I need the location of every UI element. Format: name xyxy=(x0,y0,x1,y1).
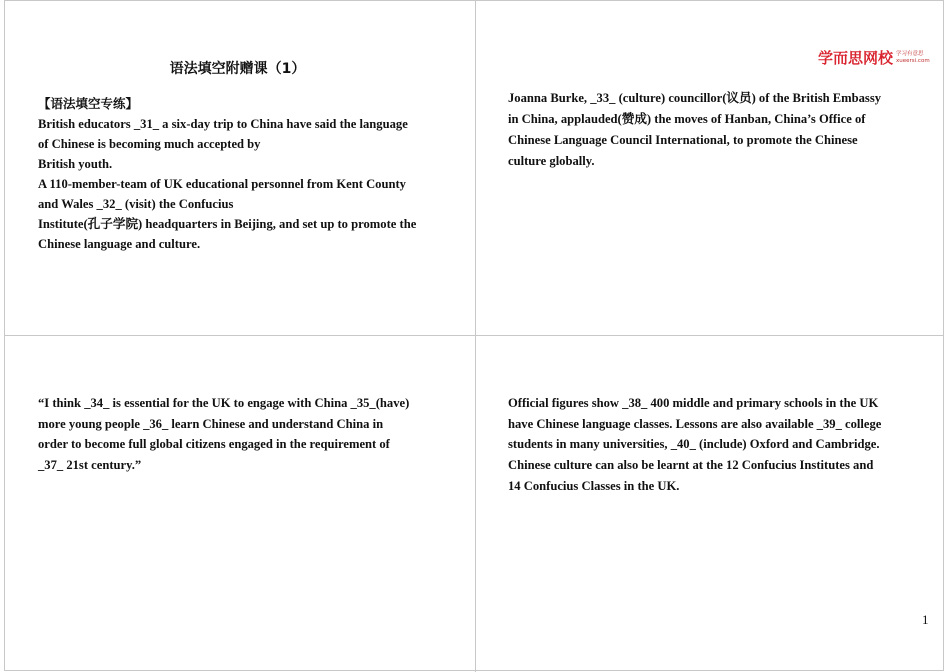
text-line: Chinese Language Council International, to promote the Chinese xyxy=(508,133,858,147)
text-line: Institute(孔子学院) headquarters in Beijing, and set up to promote the xyxy=(38,217,417,231)
text-line: British educators _31_ a six-day trip to China have said the language xyxy=(38,117,408,131)
text-line: culture globally. xyxy=(508,154,595,168)
vertical-divider xyxy=(475,0,476,672)
text-line: Joanna Burke, _33_ (culture) councillor(议员) of the British Embassy xyxy=(508,91,882,105)
text-line: Official figures show _38_ 400 middle and primary schools in the UK xyxy=(508,396,879,410)
slide4-body xyxy=(508,393,881,497)
xueersi-logo xyxy=(818,47,930,68)
slide1-title: 语法填空附赠课（1） xyxy=(169,61,306,77)
logo-domain: xueersi.com xyxy=(896,57,930,64)
text-line: in China, applauded(赞成) the moves of Hanban, China’s Office of xyxy=(508,112,866,126)
text-line: Chinese language and culture. xyxy=(38,237,201,251)
text-line: _37_ 21st century.” xyxy=(38,458,142,473)
text-line: and Wales _32_ (visit) the Confucius xyxy=(38,197,234,211)
text-line: 14 Confucius Classes in the UK. xyxy=(508,478,680,493)
text-line: of Chinese is becoming much accepted by xyxy=(38,137,261,151)
logo-tagline: 学习有意思 xyxy=(896,50,924,57)
text-line: “I think _34_ is essential for the UK to engage with China _35_(have) xyxy=(38,396,410,410)
text-line: British youth. xyxy=(38,157,113,171)
slide2-body xyxy=(508,88,881,172)
text-line: order to become full global citizens engaged in the requirement of xyxy=(38,437,390,452)
text-line: more young people _36_ learn Chinese and understand China in xyxy=(38,416,384,431)
slide1-heading: 【语法填空专练】 xyxy=(38,96,139,111)
logo-name: 学而思网校 xyxy=(818,49,894,67)
horizontal-divider xyxy=(4,335,944,336)
text-line: A 110-member-team of UK educational personnel from Kent County xyxy=(38,177,406,191)
text-line: have Chinese language classes. Lessons are also available _39_ college xyxy=(508,416,882,431)
slide3-body xyxy=(38,393,409,476)
page-number: 1 xyxy=(922,612,929,627)
slide1-body xyxy=(38,94,416,254)
text-line: students in many universities, _40_ (include) Oxford and Cambridge. xyxy=(508,437,880,452)
text-line: Chinese culture can also be learnt at the 12 Confucius Institutes and xyxy=(508,458,874,473)
